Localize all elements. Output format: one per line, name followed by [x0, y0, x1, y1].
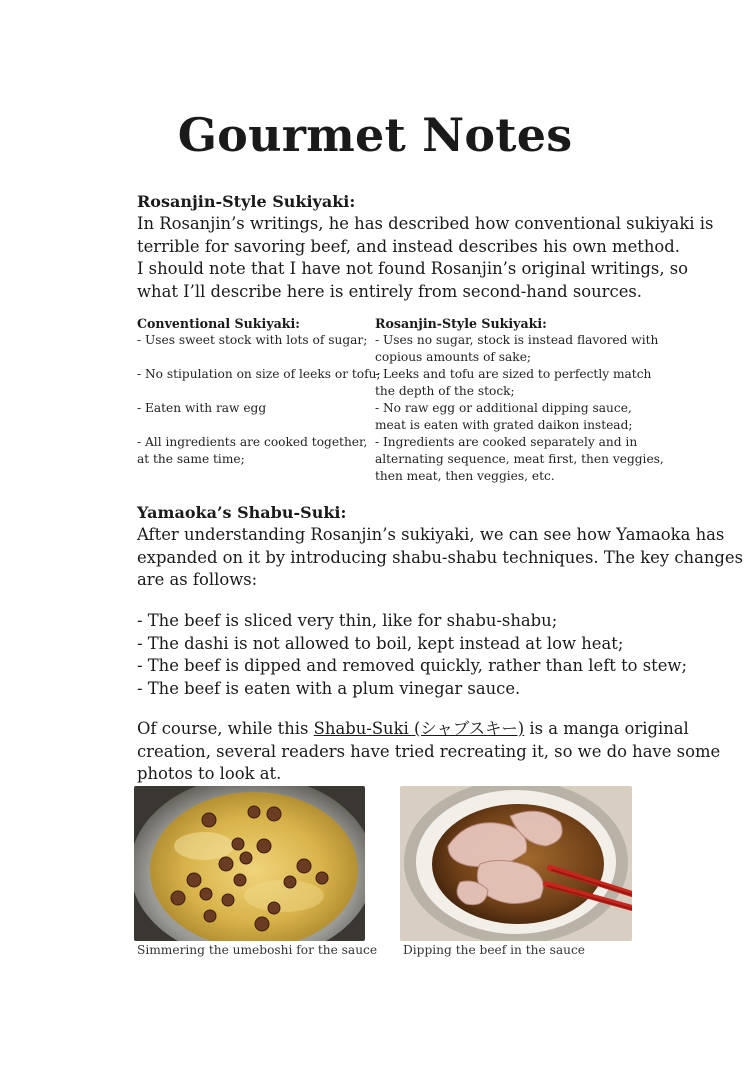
- paragraph-line: creation, several readers have tried recreating it, so we do have some: [137, 741, 721, 761]
- rosanjin-style-item: - Leeks and tofu are sized to perfectly match the depth of the stock;: [375, 367, 652, 398]
- closing-paragraph: [137, 718, 721, 786]
- paragraph-line: After understanding Rosanjin’s sukiyaki, we can see how Yamaoka has: [137, 525, 725, 544]
- photo-caption: Simmering the umeboshi for the sauce: [137, 943, 378, 957]
- paragraph-line: expanded on it by introducing shabu-shabu techniques. The key changes: [137, 547, 744, 567]
- paragraph-line: In Rosanjin’s writings, he has described how conventional sukiyaki is: [137, 214, 714, 233]
- rosanjin-style-item: - Ingredients are cooked separately and in alternating sequence, meat first, then veggies, then meat, then veggies, etc.: [375, 435, 664, 483]
- rosanjin-style-item: - No raw egg or additional dipping sauce, meat is eaten with grated daikon instead;: [375, 401, 633, 432]
- bowl-illustration: [400, 786, 632, 941]
- umeboshi-pot-photo: [134, 786, 365, 941]
- beef-dipping-photo: [400, 786, 632, 941]
- conventional-item: - Uses sweet stock with lots of sugar;: [137, 333, 368, 347]
- paragraph-line: terrible for savoring beef, and instead describes his own method.: [137, 236, 680, 256]
- paragraph-line: photos to look at.: [137, 764, 282, 783]
- photo-caption: Dipping the beef in the sauce: [403, 943, 586, 957]
- pot-illustration: [134, 786, 365, 941]
- list-item: - The beef is eaten with a plum vinegar sauce.: [137, 678, 521, 698]
- paragraph-line: Of course, while this Shabu-Suki (シャブスキー) is a manga original: [137, 719, 689, 738]
- list-item: - The beef is dipped and removed quickly, rather than left to stew;: [137, 656, 687, 675]
- rosanjin-paragraph: [137, 213, 714, 303]
- paragraph-line: what I’ll describe here is entirely from second-hand sources.: [137, 281, 643, 301]
- conventional-title: Conventional Sukiyaki:: [137, 316, 300, 331]
- shabu-suki-link[interactable]: Shabu-Suki (シャブスキー): [313, 719, 525, 738]
- conventional-item: - No stipulation on size of leeks or tofu;: [137, 367, 381, 381]
- paragraph-line: I should note that I have not found Rosanjin’s original writings, so: [137, 259, 689, 278]
- rosanjin-style-item: - Uses no sugar, stock is instead flavored with copious amounts of sake;: [375, 333, 659, 364]
- yamaoka-intro: [137, 524, 744, 592]
- conventional-item: - All ingredients are cooked together, at the same time;: [137, 435, 368, 466]
- paragraph-line: are as follows:: [137, 570, 258, 589]
- key-changes-list: [137, 610, 687, 700]
- conventional-item: - Eaten with raw egg: [137, 401, 267, 415]
- yamaoka-heading: Yamaoka’s Shabu-Suki:: [137, 503, 347, 522]
- list-item: - The beef is sliced very thin, like for shabu-shabu;: [137, 611, 558, 630]
- rosanjin-style-title: Rosanjin-Style Sukiyaki:: [375, 316, 547, 331]
- rosanjin-heading: Rosanjin-Style Sukiyaki:: [137, 192, 356, 211]
- list-item: - The dashi is not allowed to boil, kept instead at low heat;: [137, 633, 624, 653]
- page-title: Gourmet Notes: [177, 108, 573, 162]
